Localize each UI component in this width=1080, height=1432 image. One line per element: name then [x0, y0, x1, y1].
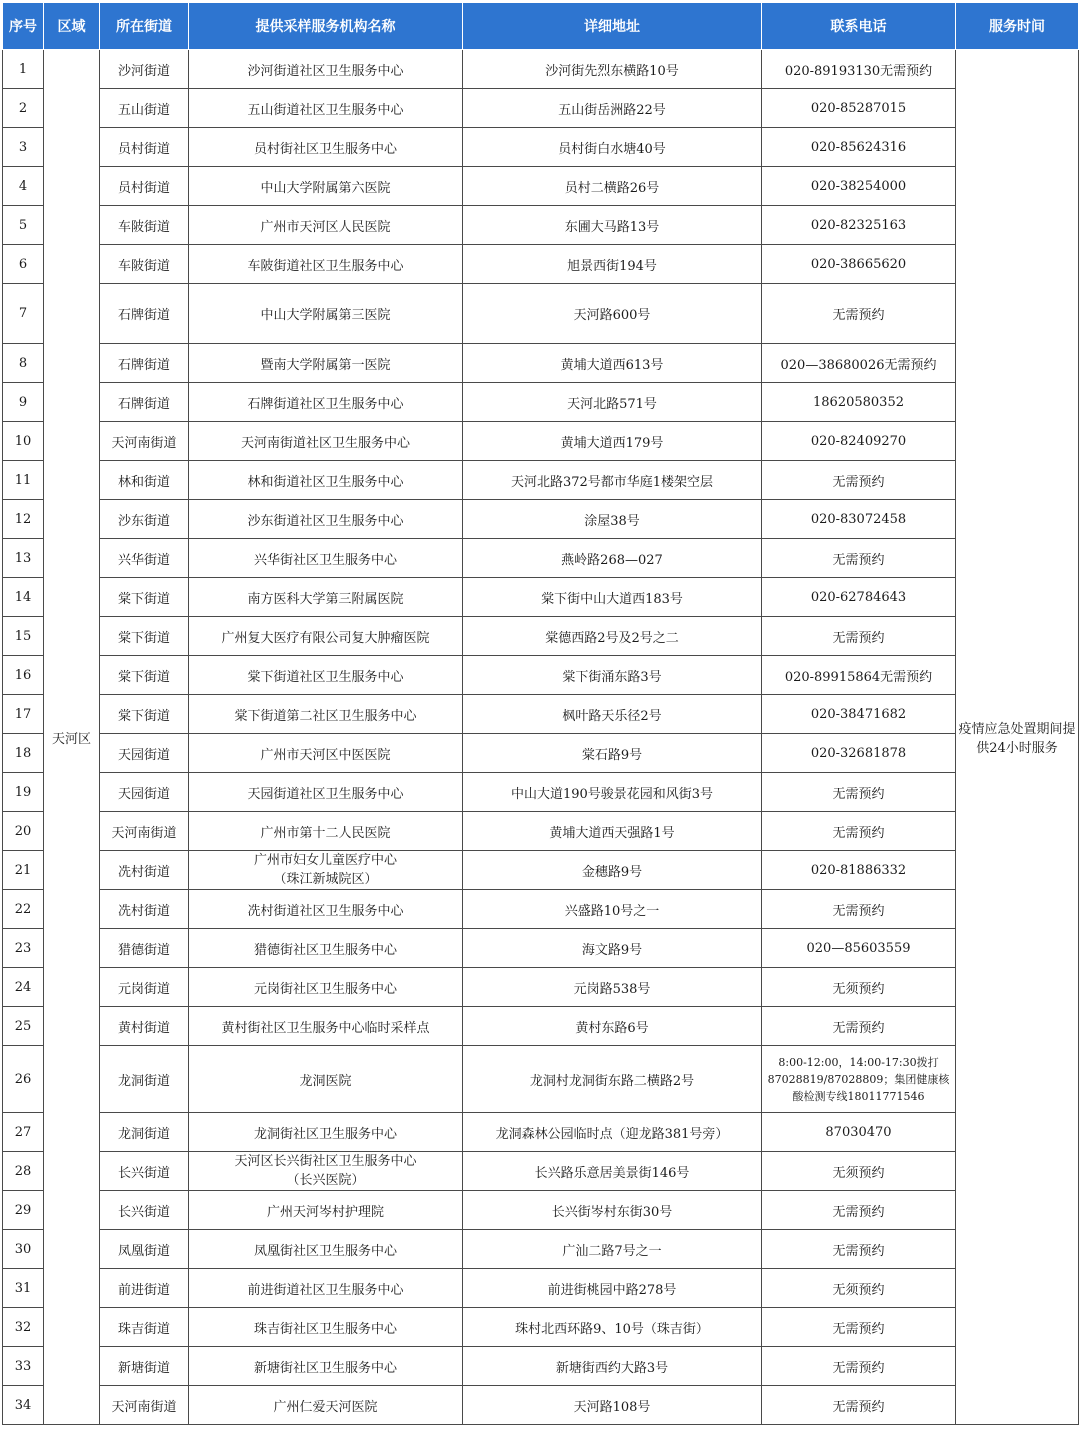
table-row — [3, 1230, 1079, 1269]
street-cell: 冼村街道 — [100, 851, 189, 890]
organization-cell: 龙洞街社区卫生服务中心 — [189, 1113, 463, 1152]
table-row — [3, 695, 1079, 734]
street-cell: 龙洞街道 — [100, 1113, 189, 1152]
organization-cell: 广州市天河区人民医院 — [189, 206, 463, 245]
table-row — [3, 1113, 1079, 1152]
street-cell: 石牌街道 — [100, 284, 189, 344]
street-cell: 沙东街道 — [100, 500, 189, 539]
phone-cell: 无需预约 — [762, 1007, 956, 1046]
street-cell: 天河南街道 — [100, 812, 189, 851]
address-cell: 东圃大马路13号 — [463, 206, 762, 245]
organization-cell: 五山街道社区卫生服务中心 — [189, 89, 463, 128]
phone-cell: 无需预约 — [762, 1386, 956, 1425]
organization-cell: 兴华街社区卫生服务中心 — [189, 539, 463, 578]
address-cell: 黄埔大道西天强路1号 — [463, 812, 762, 851]
address-cell: 棠德西路2号及2号之二 — [463, 617, 762, 656]
table-row — [3, 539, 1079, 578]
address-cell: 燕岭路268—027 — [463, 539, 762, 578]
phone-cell: 020-62784643 — [762, 578, 956, 617]
row-index: 7 — [3, 284, 44, 344]
phone-cell: 020—85603559 — [762, 929, 956, 968]
table-row — [3, 344, 1079, 383]
row-index: 32 — [3, 1308, 44, 1347]
address-cell: 龙洞森林公园临时点（迎龙路381号旁） — [463, 1113, 762, 1152]
table-row — [3, 1007, 1079, 1046]
organization-cell: 广州仁爱天河医院 — [189, 1386, 463, 1425]
organization-cell: 广州市妇女儿童医疗中心 （珠江新城院区） — [189, 851, 463, 890]
header-street: 所在街道 — [100, 3, 189, 50]
organization-cell: 新塘街社区卫生服务中心 — [189, 1347, 463, 1386]
street-cell: 棠下街道 — [100, 617, 189, 656]
address-cell: 涂屋38号 — [463, 500, 762, 539]
phone-cell: 无需预约 — [762, 1308, 956, 1347]
table-row — [3, 383, 1079, 422]
table-row — [3, 734, 1079, 773]
street-cell: 黄村街道 — [100, 1007, 189, 1046]
organization-cell: 元岗街社区卫生服务中心 — [189, 968, 463, 1007]
street-cell: 冼村街道 — [100, 890, 189, 929]
address-cell: 前进街桃园中路278号 — [463, 1269, 762, 1308]
phone-cell: 18620580352 — [762, 383, 956, 422]
phone-cell: 无需预约 — [762, 284, 956, 344]
table-row — [3, 167, 1079, 206]
phone-cell: 020-83072458 — [762, 500, 956, 539]
table-row — [3, 1046, 1079, 1113]
table-row — [3, 1152, 1079, 1191]
row-index: 33 — [3, 1347, 44, 1386]
row-index: 5 — [3, 206, 44, 245]
phone-cell: 无须预约 — [762, 968, 956, 1007]
organization-cell: 广州市天河区中医医院 — [189, 734, 463, 773]
address-cell: 长兴路乐意居美景街146号 — [463, 1152, 762, 1191]
table-row — [3, 1308, 1079, 1347]
phone-cell: 020—38680026无需预约 — [762, 344, 956, 383]
phone-cell: 无需预约 — [762, 1347, 956, 1386]
address-cell: 黄埔大道西613号 — [463, 344, 762, 383]
phone-cell: 020-81886332 — [762, 851, 956, 890]
street-cell: 棠下街道 — [100, 695, 189, 734]
phone-cell: 020-85624316 — [762, 128, 956, 167]
street-cell: 长兴街道 — [100, 1152, 189, 1191]
table-row — [3, 1191, 1079, 1230]
street-cell: 棠下街道 — [100, 578, 189, 617]
street-cell: 珠吉街道 — [100, 1308, 189, 1347]
row-index: 21 — [3, 851, 44, 890]
address-cell: 天河路108号 — [463, 1386, 762, 1425]
street-cell: 沙河街道 — [100, 50, 189, 89]
address-cell: 沙河街先烈东横路10号 — [463, 50, 762, 89]
region-cell: 天河区 — [44, 50, 100, 1425]
table-row — [3, 851, 1079, 890]
organization-cell: 前进街道社区卫生服务中心 — [189, 1269, 463, 1308]
row-index: 1 — [3, 50, 44, 89]
phone-cell: 无需预约 — [762, 1230, 956, 1269]
table-row — [3, 89, 1079, 128]
table-row — [3, 500, 1079, 539]
organization-cell: 棠下街道第二社区卫生服务中心 — [189, 695, 463, 734]
row-index: 2 — [3, 89, 44, 128]
street-cell: 棠下街道 — [100, 656, 189, 695]
address-cell: 珠村北西环路9、10号（珠吉街） — [463, 1308, 762, 1347]
table-row — [3, 461, 1079, 500]
organization-cell: 凤凰街社区卫生服务中心 — [189, 1230, 463, 1269]
row-index: 20 — [3, 812, 44, 851]
table-row — [3, 617, 1079, 656]
phone-cell: 无需预约 — [762, 773, 956, 812]
organization-cell: 天河南街道社区卫生服务中心 — [189, 422, 463, 461]
table-row — [3, 422, 1079, 461]
row-index: 19 — [3, 773, 44, 812]
table-row — [3, 890, 1079, 929]
organization-cell: 龙洞医院 — [189, 1046, 463, 1113]
header-region: 区域 — [44, 3, 100, 50]
street-cell: 元岗街道 — [100, 968, 189, 1007]
address-cell: 棠石路9号 — [463, 734, 762, 773]
table-row — [3, 968, 1079, 1007]
phone-cell: 020-85287015 — [762, 89, 956, 128]
organization-cell: 广州天河岑村护理院 — [189, 1191, 463, 1230]
row-index: 25 — [3, 1007, 44, 1046]
header-address: 详细地址 — [463, 3, 762, 50]
phone-cell: 020-38471682 — [762, 695, 956, 734]
address-cell: 新塘街西约大路3号 — [463, 1347, 762, 1386]
table-header-row — [3, 3, 1079, 50]
phone-cell: 无需预约 — [762, 461, 956, 500]
address-cell: 天河路600号 — [463, 284, 762, 344]
address-cell: 广汕二路7号之一 — [463, 1230, 762, 1269]
row-index: 29 — [3, 1191, 44, 1230]
phone-cell: 无需预约 — [762, 539, 956, 578]
row-index: 9 — [3, 383, 44, 422]
phone-cell: 020-38254000 — [762, 167, 956, 206]
phone-cell: 无需预约 — [762, 812, 956, 851]
street-cell: 天园街道 — [100, 773, 189, 812]
row-index: 12 — [3, 500, 44, 539]
address-cell: 天河北路571号 — [463, 383, 762, 422]
street-cell: 天河南街道 — [100, 422, 189, 461]
table-row — [3, 1269, 1079, 1308]
address-cell: 棠下街涌东路3号 — [463, 656, 762, 695]
row-index: 18 — [3, 734, 44, 773]
row-index: 16 — [3, 656, 44, 695]
organization-cell: 沙河街道社区卫生服务中心 — [189, 50, 463, 89]
organization-cell: 沙东街道社区卫生服务中心 — [189, 500, 463, 539]
organization-cell: 珠吉街社区卫生服务中心 — [189, 1308, 463, 1347]
organization-cell: 黄村街社区卫生服务中心临时采样点 — [189, 1007, 463, 1046]
address-cell: 中山大道190号骏景花园和风街3号 — [463, 773, 762, 812]
phone-cell: 无须预约 — [762, 1152, 956, 1191]
organization-cell: 员村街社区卫生服务中心 — [189, 128, 463, 167]
phone-cell: 无需预约 — [762, 890, 956, 929]
street-cell: 员村街道 — [100, 167, 189, 206]
phone-cell: 87030470 — [762, 1113, 956, 1152]
street-cell: 天园街道 — [100, 734, 189, 773]
organization-cell: 棠下街道社区卫生服务中心 — [189, 656, 463, 695]
street-cell: 凤凰街道 — [100, 1230, 189, 1269]
address-cell: 龙洞村龙洞街东路二横路2号 — [463, 1046, 762, 1113]
street-cell: 前进街道 — [100, 1269, 189, 1308]
row-index: 13 — [3, 539, 44, 578]
row-index: 8 — [3, 344, 44, 383]
row-index: 30 — [3, 1230, 44, 1269]
row-index: 3 — [3, 128, 44, 167]
row-index: 14 — [3, 578, 44, 617]
row-index: 31 — [3, 1269, 44, 1308]
phone-cell: 020-89193130无需预约 — [762, 50, 956, 89]
header-phone: 联系电话 — [762, 3, 956, 50]
street-cell: 车陂街道 — [100, 206, 189, 245]
address-cell: 天河北路372号都市华庭1楼架空层 — [463, 461, 762, 500]
street-cell: 新塘街道 — [100, 1347, 189, 1386]
organization-cell: 暨南大学附属第一医院 — [189, 344, 463, 383]
table-row — [3, 578, 1079, 617]
street-cell: 五山街道 — [100, 89, 189, 128]
organization-cell: 中山大学附属第六医院 — [189, 167, 463, 206]
row-index: 27 — [3, 1113, 44, 1152]
sampling-sites-table — [2, 2, 1079, 1425]
service-time-cell: 疫情应急处置期间提供24小时服务 — [956, 50, 1079, 1425]
row-index: 4 — [3, 167, 44, 206]
table-row — [3, 1347, 1079, 1386]
row-index: 15 — [3, 617, 44, 656]
row-index: 24 — [3, 968, 44, 1007]
table-row — [3, 245, 1079, 284]
row-index: 28 — [3, 1152, 44, 1191]
organization-cell: 天园街道社区卫生服务中心 — [189, 773, 463, 812]
table-row — [3, 773, 1079, 812]
street-cell: 员村街道 — [100, 128, 189, 167]
table-row — [3, 128, 1079, 167]
row-index: 22 — [3, 890, 44, 929]
street-cell: 天河南街道 — [100, 1386, 189, 1425]
table-row — [3, 929, 1079, 968]
street-cell: 石牌街道 — [100, 344, 189, 383]
row-index: 17 — [3, 695, 44, 734]
row-index: 10 — [3, 422, 44, 461]
header-organization: 提供采样服务机构名称 — [189, 3, 463, 50]
address-cell: 黄埔大道西179号 — [463, 422, 762, 461]
table-row — [3, 1386, 1079, 1425]
organization-cell: 天河区长兴街社区卫生服务中心 （长兴医院） — [189, 1152, 463, 1191]
address-cell: 兴盛路10号之一 — [463, 890, 762, 929]
organization-cell: 冼村街道社区卫生服务中心 — [189, 890, 463, 929]
table-row — [3, 812, 1079, 851]
header-service-time: 服务时间 — [956, 3, 1079, 50]
table-row — [3, 284, 1079, 344]
header-index: 序号 — [3, 3, 44, 50]
address-cell: 旭景西街194号 — [463, 245, 762, 284]
phone-cell: 020-38665620 — [762, 245, 956, 284]
address-cell: 海文路9号 — [463, 929, 762, 968]
phone-cell: 020-32681878 — [762, 734, 956, 773]
table-row — [3, 206, 1079, 245]
organization-cell: 中山大学附属第三医院 — [189, 284, 463, 344]
row-index: 34 — [3, 1386, 44, 1425]
street-cell: 林和街道 — [100, 461, 189, 500]
phone-cell: 无需预约 — [762, 617, 956, 656]
address-cell: 员村街白水塘40号 — [463, 128, 762, 167]
row-index: 6 — [3, 245, 44, 284]
organization-cell: 石牌街道社区卫生服务中心 — [189, 383, 463, 422]
row-index: 11 — [3, 461, 44, 500]
phone-cell: 020-89915864无需预约 — [762, 656, 956, 695]
street-cell: 长兴街道 — [100, 1191, 189, 1230]
street-cell: 兴华街道 — [100, 539, 189, 578]
address-cell: 五山街岳洲路22号 — [463, 89, 762, 128]
row-index: 23 — [3, 929, 44, 968]
organization-cell: 广州复大医疗有限公司复大肿瘤医院 — [189, 617, 463, 656]
phone-cell: 无需预约 — [762, 1191, 956, 1230]
address-cell: 金穗路9号 — [463, 851, 762, 890]
address-cell: 元岗路538号 — [463, 968, 762, 1007]
organization-cell: 南方医科大学第三附属医院 — [189, 578, 463, 617]
table-row — [3, 50, 1079, 89]
phone-cell: 无须预约 — [762, 1269, 956, 1308]
row-index: 26 — [3, 1046, 44, 1113]
street-cell: 车陂街道 — [100, 245, 189, 284]
address-cell: 长兴街岑村东街30号 — [463, 1191, 762, 1230]
table-body — [3, 50, 1079, 1425]
address-cell: 黄村东路6号 — [463, 1007, 762, 1046]
phone-cell: 020-82409270 — [762, 422, 956, 461]
address-cell: 棠下街中山大道西183号 — [463, 578, 762, 617]
address-cell: 员村二横路26号 — [463, 167, 762, 206]
table-row — [3, 656, 1079, 695]
organization-cell: 广州市第十二人民医院 — [189, 812, 463, 851]
street-cell: 龙洞街道 — [100, 1046, 189, 1113]
organization-cell: 猎德街社区卫生服务中心 — [189, 929, 463, 968]
street-cell: 石牌街道 — [100, 383, 189, 422]
organization-cell: 车陂街道社区卫生服务中心 — [189, 245, 463, 284]
phone-cell: 8:00-12:00，14:00-17:30拨打87028819/87028809；集团健康核酸检测专线18011771546 — [762, 1046, 956, 1113]
street-cell: 猎德街道 — [100, 929, 189, 968]
phone-cell: 020-82325163 — [762, 206, 956, 245]
address-cell: 枫叶路天乐径2号 — [463, 695, 762, 734]
organization-cell: 林和街道社区卫生服务中心 — [189, 461, 463, 500]
